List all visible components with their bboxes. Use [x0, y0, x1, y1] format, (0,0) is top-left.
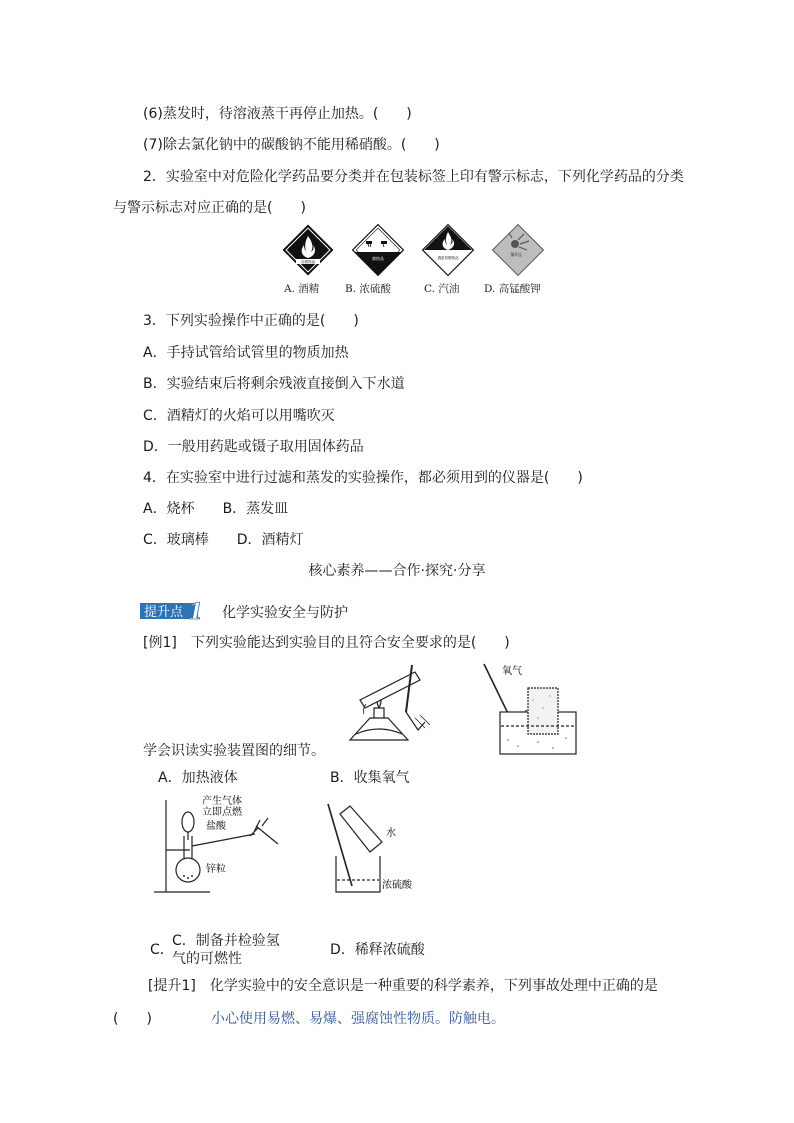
q3-option-a: A．手持试管给试管里的物质加热 [143, 345, 349, 361]
badge-text: 提升点 [144, 605, 184, 620]
sign-caption-a: A. 酒精 [284, 283, 320, 295]
figure-dilute-acid [322, 800, 422, 896]
example-1: [例1] 下列实验能达到实验目的且符合安全要求的是( ) [143, 635, 510, 651]
hazard-sign-a [283, 225, 334, 276]
figure-collect-oxygen [478, 660, 598, 760]
q3-option-b: B．实验结束后将剩余残液直接倒入下水道 [143, 376, 405, 392]
figure-heating-liquid [330, 660, 440, 765]
q7-line: (7)除去氯化钠中的碳酸钠不能用稀硝酸。( ) [143, 137, 440, 153]
hazard-sign-c [423, 225, 474, 276]
q3-line: 3．下列实验操作中正确的是( ) [143, 313, 359, 329]
label-water: 水 [386, 828, 396, 839]
label-acid: 浓硫酸 [382, 880, 412, 891]
hint-read-diagram: 学会识读实验装置图的细节。 [143, 743, 325, 759]
sign-caption-d: D. 高锰酸钾 [484, 283, 541, 295]
label-hcl: 盐酸 [206, 821, 226, 832]
option-c-prefix: C． [150, 942, 174, 958]
label-gas: 产生气体 [202, 796, 242, 807]
q4-line: 4．在实验室中进行过滤和蒸发的实验操作，都必须用到的仪器是( ) [143, 470, 583, 486]
section-heading: 核心素养——合作·探究·分享 [308, 563, 486, 579]
option-d-label: D．稀释浓硫酸 [330, 942, 425, 958]
figure-hydrogen-prep [150, 796, 290, 896]
option-c-line-2: 气的可燃性 [172, 951, 242, 967]
option-a-label: A．加热液体 [158, 770, 238, 786]
q4-options-ab: A．烧杯 B．蒸发皿 [143, 501, 289, 517]
q2-line-1: 2．实验室中对危险化学药品要分类并在包装标签上印有警示标志，下列化学药品的分类 [143, 169, 684, 185]
tisheng-badge [140, 599, 206, 625]
tisheng-1-paren: ( ) [113, 1011, 152, 1027]
q3-option-c: C．酒精灯的火焰可以用嘴吹灭 [143, 408, 335, 424]
option-b-label: B．收集氧气 [330, 770, 410, 786]
q3-option-d: D．一般用药匙或镊子取用固体药品 [143, 439, 364, 455]
badge-number: 1 [188, 599, 204, 625]
tisheng-1: [提升1] 化学实验中的安全意识是一种重要的科学素养，下列事故处理中正确的是 [148, 978, 658, 994]
q2-line-2: 与警示标志对应正确的是( ) [113, 200, 306, 216]
option-c-line-1: C．制备并检验氢 [172, 933, 280, 949]
hazard-sign-d [493, 225, 544, 276]
q4-options-cd: C．玻璃棒 D．酒精灯 [143, 532, 304, 548]
hazard-sign-a-label: 自燃物品 [300, 260, 316, 264]
hazard-signs [280, 222, 550, 280]
hint-safety: 小心使用易燃、易爆、强腐蚀性物质。防触电。 [211, 1011, 505, 1027]
q6-line: (6)蒸发时，待溶液蒸干再停止加热。( ) [143, 106, 412, 122]
sign-caption-b: B. 浓硫酸 [345, 283, 391, 295]
label-zinc: 锌粒 [206, 864, 226, 875]
hazard-sign-b [353, 225, 404, 276]
label-ignite: 立即点燃 [202, 807, 242, 818]
hazard-sign-c-label: 遇湿易燃物品 [437, 256, 459, 260]
hazard-sign-b-label: 腐蚀品 [372, 256, 384, 261]
label-oxygen: 氧气 [502, 666, 522, 677]
sign-caption-c: C. 汽油 [424, 283, 460, 295]
topic-title: 化学实验安全与防护 [222, 605, 348, 621]
hazard-sign-d-label: 爆炸品 [510, 252, 522, 257]
